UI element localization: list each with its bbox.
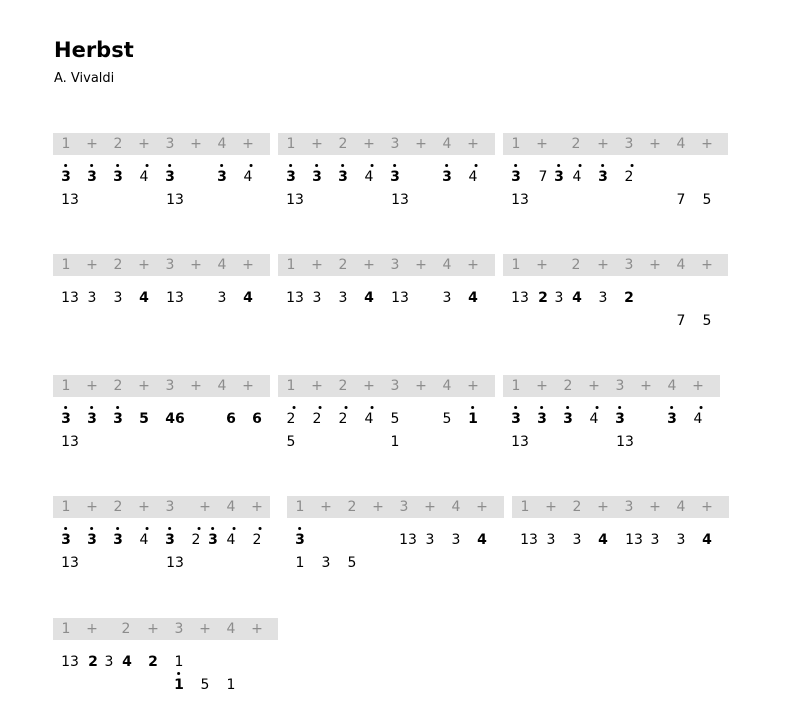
octave-dot [630,164,633,167]
beat-count-bar [287,496,504,518]
beat-label: + [251,621,263,637]
melody-note: 3 [165,532,175,548]
melody-note: 4 [598,532,608,548]
octave-dot [65,527,68,530]
beat-label: + [138,499,150,515]
beat-label: 2 [563,378,573,394]
melody-note: 5 [390,411,400,427]
beat-label: + [536,136,548,152]
beat-label: 4 [451,499,461,515]
octave-dot [117,164,120,167]
melody-note: 13 [625,532,643,548]
accompaniment-note: 5 [702,313,712,329]
beat-label: + [86,621,98,637]
beat-label: 3 [390,136,400,152]
beat-label: 2 [571,257,581,273]
melody-note: 4 [590,411,599,427]
melody-note: 13 [511,290,529,306]
beat-label: 2 [113,136,123,152]
octave-dot [595,406,598,409]
accompaniment-note: 7 [676,192,686,208]
beat-label: + [138,136,150,152]
octave-dot [197,527,200,530]
melody-note: 6 [252,411,262,427]
melody-note: 4 [468,290,478,306]
melody-note: 4 [243,290,253,306]
beat-label: 4 [667,378,677,394]
octave-dot [515,406,518,409]
beat-label: 3 [624,136,634,152]
octave-dot [394,164,397,167]
melody-note: 2 [625,169,634,185]
octave-dot [221,164,224,167]
melody-note: 2 [538,290,548,306]
melody-note: 3 [286,169,296,185]
melody-note: 2 [148,654,158,670]
melody-note: 3 [104,654,114,670]
beat-label: 2 [113,257,123,273]
melody-note: 3 [667,411,677,427]
beat-label: + [649,136,661,152]
octave-dot [249,164,252,167]
accompaniment-note: 5 [200,677,210,693]
octave-dot [117,406,120,409]
melody-note: 2 [88,654,98,670]
beat-label: + [467,257,479,273]
beat-label: 2 [338,136,348,152]
beat-label: + [467,136,479,152]
beat-label: + [363,136,375,152]
octave-dot [619,406,622,409]
beat-label: 3 [165,499,175,515]
beat-count-bar [278,375,495,397]
beat-label: 3 [165,257,175,273]
octave-dot [169,527,172,530]
melody-note: 3 [87,169,97,185]
beat-label: 2 [347,499,357,515]
beat-label: 3 [399,499,409,515]
beat-label: + [536,257,548,273]
beat-label: 2 [113,378,123,394]
accompaniment-note: 5 [286,434,296,450]
octave-dot [671,406,674,409]
octave-dot [446,164,449,167]
octave-dot [91,406,94,409]
beat-count-bar [512,496,729,518]
beat-label: 4 [217,378,227,394]
melody-note: 3 [61,532,71,548]
melody-note: 3 [598,169,608,185]
melody-note: 4 [365,169,374,185]
accompaniment-note: 5 [347,555,357,571]
beat-label: + [640,378,652,394]
accompaniment-note: 13 [391,192,409,208]
beat-label: 4 [676,499,686,515]
beat-label: 3 [624,499,634,515]
octave-dot [258,527,261,530]
beat-label: + [251,499,263,515]
beat-label: + [467,378,479,394]
octave-dot [567,406,570,409]
beat-label: 2 [572,499,582,515]
melody-note: 4 [573,169,582,185]
octave-dot [91,527,94,530]
beat-count-bar [53,496,270,518]
melody-note: 13 [166,290,184,306]
beat-label: + [545,499,557,515]
melody-note: 13 [61,654,79,670]
beat-label: + [597,136,609,152]
melody-note: 3 [87,411,97,427]
melody-note: 4 [477,532,487,548]
melody-note: 4 [140,169,149,185]
octave-dot [290,164,293,167]
melody-note: 3 [572,532,582,548]
melody-note: 4 [365,411,374,427]
melody-note: 4 [694,411,703,427]
accompaniment-note: 1 [226,677,236,693]
melody-note: 2 [253,532,262,548]
beat-label: + [86,257,98,273]
melody-note: 3 [598,290,608,306]
beat-count-bar [503,254,728,276]
melody-note: 4 [572,290,582,306]
octave-dot [316,164,319,167]
melody-note: 3 [87,532,97,548]
beat-label: 4 [226,499,236,515]
accompaniment-note: 13 [166,192,184,208]
octave-dot [299,527,302,530]
accompaniment-note: 1 [295,555,305,571]
beat-label: + [372,499,384,515]
melody-note: 4 [244,169,253,185]
octave-dot [145,527,148,530]
beat-label: 2 [571,136,581,152]
beat-label: + [415,136,427,152]
beat-label: 4 [676,136,686,152]
beat-label: 4 [442,257,452,273]
octave-dot [117,527,120,530]
melody-note: 3 [113,532,123,548]
melody-note: 5 [139,411,149,427]
melody-note: 3 [217,290,227,306]
octave-dot [91,164,94,167]
melody-note: 3 [312,169,322,185]
beat-label: 3 [390,378,400,394]
beat-label: + [415,257,427,273]
melody-note: 6 [226,411,236,427]
melody-note: 3 [425,532,435,548]
beat-label: + [363,257,375,273]
accompaniment-note: 13 [511,434,529,450]
melody-note: 13 [399,532,417,548]
beat-label: 3 [174,621,184,637]
beat-label: + [311,136,323,152]
octave-dot [370,406,373,409]
beat-label: + [415,378,427,394]
melody-note: 4 [227,532,236,548]
octave-dot [541,406,544,409]
beat-label: + [138,257,150,273]
melody-note: 13 [286,290,304,306]
beat-label: + [701,499,713,515]
beat-label: + [597,257,609,273]
melody-note: 1 [174,654,184,670]
melody-note: 2 [624,290,634,306]
beat-label: 1 [286,136,296,152]
beat-count-bar [53,618,278,640]
beat-label: + [242,257,254,273]
beat-label: + [242,136,254,152]
melody-note: 4 [702,532,712,548]
beat-label: + [311,378,323,394]
octave-dot [474,164,477,167]
octave-dot [232,527,235,530]
beat-label: 4 [226,621,236,637]
beat-label: 4 [217,136,227,152]
beat-label: + [320,499,332,515]
beat-label: 1 [61,257,71,273]
accompaniment-note: 13 [61,434,79,450]
beat-label: + [597,499,609,515]
melody-note: 1 [468,411,478,427]
beat-label: + [649,499,661,515]
melody-note: 4 [469,169,478,185]
beat-label: 1 [61,499,71,515]
accompaniment-note: 5 [702,192,712,208]
beat-label: + [190,378,202,394]
beat-label: 4 [442,378,452,394]
beat-label: + [199,621,211,637]
octave-dot [65,406,68,409]
beat-label: 3 [165,378,175,394]
beat-label: 1 [511,257,521,273]
melody-note: 2 [339,411,348,427]
octave-dot [472,406,475,409]
beat-label: 1 [286,257,296,273]
beat-label: 1 [286,378,296,394]
beat-label: + [86,499,98,515]
accompaniment-note: 13 [511,192,529,208]
beat-label: 4 [217,257,227,273]
beat-label: + [424,499,436,515]
beat-label: + [311,257,323,273]
beat-count-bar [278,133,495,155]
melody-note: 3 [563,411,573,427]
octave-dot [212,527,215,530]
octave-dot [342,164,345,167]
melody-note: 3 [312,290,322,306]
melody-note: 3 [338,169,348,185]
melody-note: 4 [139,290,149,306]
beat-label: 2 [113,499,123,515]
melody-note: 3 [650,532,660,548]
song-title: Herbst [54,38,134,62]
octave-dot [169,164,172,167]
accompaniment-note: 3 [321,555,331,571]
melody-note: 3 [390,169,400,185]
accompaniment-note: 13 [61,555,79,571]
beat-label: + [363,378,375,394]
beat-label: + [190,257,202,273]
beat-label: 3 [624,257,634,273]
melody-note: 13 [61,290,79,306]
octave-dot [558,164,561,167]
beat-label: 1 [61,378,71,394]
beat-label: 4 [442,136,452,152]
beat-count-bar [278,254,495,276]
beat-label: 1 [511,136,521,152]
beat-label: 1 [520,499,530,515]
melody-note: 3 [113,290,123,306]
beat-label: 3 [615,378,625,394]
accompaniment-note: 13 [61,192,79,208]
melody-note: 2 [287,411,296,427]
accompaniment-note: 13 [616,434,634,450]
melody-note: 5 [442,411,452,427]
beat-label: 1 [295,499,305,515]
octave-dot [370,164,373,167]
melody-note: 4 [122,654,132,670]
beat-label: + [701,136,713,152]
melody-note: 3 [442,169,452,185]
beat-label: 1 [61,136,71,152]
octave-dot [178,672,181,675]
octave-dot [65,164,68,167]
beat-label: + [649,257,661,273]
melody-note: 3 [676,532,686,548]
melody-note: 3 [61,169,71,185]
beat-label: + [692,378,704,394]
accompaniment-note: 13 [286,192,304,208]
beat-count-bar [53,254,270,276]
accompaniment-note: 1 [174,677,184,693]
melody-note: 3 [537,411,547,427]
accompaniment-note: 1 [390,434,400,450]
melody-note: 2 [313,411,322,427]
octave-dot [145,164,148,167]
beat-label: 3 [165,136,175,152]
beat-label: + [536,378,548,394]
melody-note: 4 [364,290,374,306]
beat-count-bar [53,375,270,397]
beat-label: + [86,378,98,394]
melody-note: 3 [338,290,348,306]
accompaniment-note: 7 [676,313,686,329]
beat-label: + [86,136,98,152]
melody-note: 3 [113,169,123,185]
beat-label: 1 [511,378,521,394]
melody-note: 3 [87,290,97,306]
melody-note: 4 [140,532,149,548]
melody-note: 3 [113,411,123,427]
beat-count-bar [53,133,270,155]
beat-label: 3 [390,257,400,273]
beat-label: 4 [676,257,686,273]
beat-label: 2 [121,621,131,637]
beat-label: + [242,378,254,394]
composer-name: A. Vivaldi [54,71,115,86]
octave-dot [578,164,581,167]
melody-note: 3 [451,532,461,548]
melody-note: 3 [295,532,305,548]
melody-note: 3 [511,169,521,185]
octave-dot [515,164,518,167]
beat-label: 1 [61,621,71,637]
melody-note: 3 [615,411,625,427]
beat-count-bar [503,133,728,155]
beat-label: + [701,257,713,273]
melody-note: 3 [554,169,564,185]
octave-dot [344,406,347,409]
beat-label: 2 [338,378,348,394]
beat-label: + [199,499,211,515]
melody-note: 3 [61,411,71,427]
melody-note: 13 [520,532,538,548]
beat-label: + [190,136,202,152]
accompaniment-note: 13 [166,555,184,571]
beat-count-bar [503,375,720,397]
melody-note: 3 [511,411,521,427]
melody-note: 3 [546,532,556,548]
melody-note: 7 [538,169,548,185]
octave-dot [602,164,605,167]
melody-note: 3 [208,532,218,548]
octave-dot [699,406,702,409]
melody-note: 3 [554,290,564,306]
octave-dot [318,406,321,409]
beat-label: + [138,378,150,394]
beat-label: 2 [338,257,348,273]
melody-note: 13 [391,290,409,306]
melody-note: 3 [217,169,227,185]
melody-note: 3 [442,290,452,306]
melody-note: 3 [165,169,175,185]
octave-dot [292,406,295,409]
melody-note: 2 [192,532,201,548]
beat-label: + [476,499,488,515]
beat-label: + [588,378,600,394]
melody-note: 46 [165,411,185,427]
beat-label: + [147,621,159,637]
